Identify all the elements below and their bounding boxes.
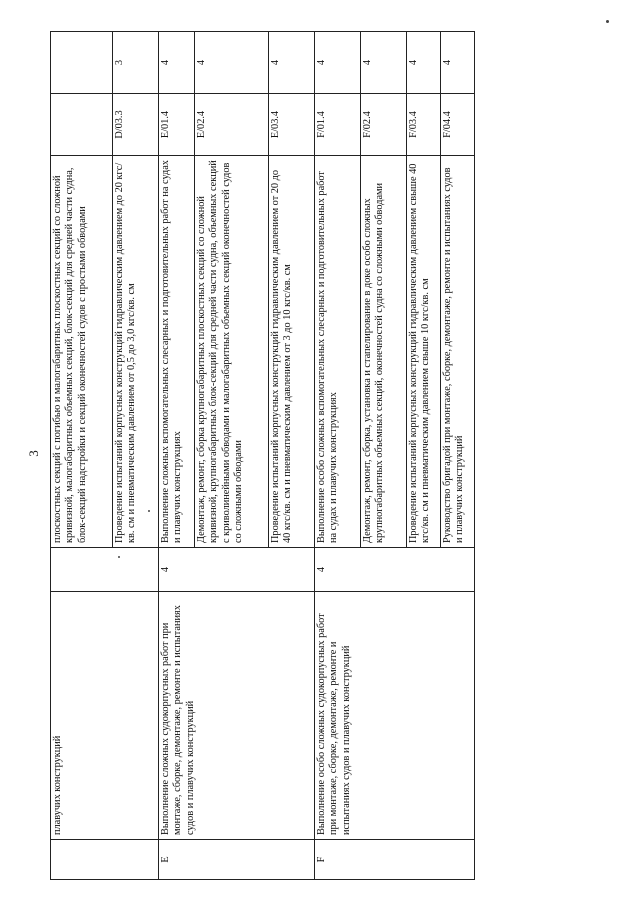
rotated-table-container (50, 25, 630, 880)
labor-function-code-cell: F/04.4 (441, 94, 475, 156)
labor-function-code-cell: F/01.4 (315, 94, 361, 156)
labor-function-level-cell: 4 (441, 32, 475, 94)
page-number: 3 (25, 450, 41, 457)
function-code-cell (51, 840, 159, 880)
labor-function-name-cell: Выполнение особо сложных вспомогательных слесарных и подготовительных работ на судах и плавучих конструкциях (315, 156, 361, 548)
labor-function-level-cell: 4 (361, 32, 407, 94)
labor-function-level-cell: 3 (113, 32, 159, 94)
labor-function-name-cell: Руководство бригадой при монтаже, сборке, демонтаже, ремонте и испытаниях судов и плавучих конструкций (441, 156, 475, 548)
labor-function-level-cell: 4 (195, 32, 269, 94)
qualification-table (50, 31, 475, 880)
table-row (315, 32, 361, 880)
table-body (51, 32, 475, 880)
labor-function-code-cell: E/02.4 (195, 94, 269, 156)
labor-function-name-cell: Проведение испытаний корпусных конструкций гидравлическим давлением от 20 до 40 кгс/кв. см и пневматическим давлением от 3 до 10 кгс/кв. см (269, 156, 315, 548)
labor-function-name-cell: Демонтаж, ремонт, сборка, установка и стапелирование в доке особо сложных крупногабаритных объемных секций, оконечностей судна со сложными обводами (361, 156, 407, 548)
labor-function-code-cell: D/03.3 (113, 94, 159, 156)
function-code-cell: E (159, 840, 315, 880)
table-row (51, 32, 113, 880)
qualification-level-cell: 4 (159, 548, 315, 592)
qualification-level-cell: 4 (315, 548, 475, 592)
labor-function-level-cell: 4 (315, 32, 361, 94)
labor-function-name-cell: Выполнение сложных вспомогательных слесарных и подготовительных работ на судах и плавучих конструкциях (159, 156, 195, 548)
table-row (159, 32, 195, 880)
labor-function-name-cell: Демонтаж, ремонт, сборка крупногабаритных плоскостных секций со сложной кривизной, крупногабаритных блок-секций для средней части судна, объемных секций с криволинейными обводами и малогабаритных объемных секций оконечностей судов со сложными обводами (195, 156, 269, 548)
function-name-cell: Выполнение сложных судокорпусных работ при монтаже, сборке, демонтаже, ремонте и испытаниях судов и плавучих конструкций (159, 592, 315, 840)
function-name-cell: плавучих конструкций (51, 592, 159, 840)
labor-function-code-cell: E/01.4 (159, 94, 195, 156)
labor-function-level-cell: 4 (269, 32, 315, 94)
function-code-cell: F (315, 840, 475, 880)
labor-function-code-cell: F/03.4 (407, 94, 441, 156)
labor-function-level-cell: 4 (407, 32, 441, 94)
labor-function-code-cell (51, 94, 113, 156)
labor-function-name-cell: Проведение испытаний корпусных конструкций гидравлическим давлением до 20 кгс/кв. см и пневматическим давлением от 0,5 до 3,0 кгс/кв. см (113, 156, 159, 548)
labor-function-level-cell (51, 32, 113, 94)
qualification-level-cell (51, 548, 159, 592)
labor-function-code-cell: F/02.4 (361, 94, 407, 156)
labor-function-name-cell: Проведение испытаний корпусных конструкций гидравлическим давлением свыше 40 кгс/кв. см и пневматическим давлением свыше 10 кгс/кв. см (407, 156, 441, 548)
document-page (50, 0, 630, 905)
labor-function-code-cell: E/03.4 (269, 94, 315, 156)
labor-function-level-cell: 4 (159, 32, 195, 94)
function-name-cell: Выполнение особо сложных судокорпусных работ при монтаже, сборке, демонтаже, ремонте и испытаниях судов и плавучих конструкций (315, 592, 475, 840)
labor-function-name-cell: плоскостных секций с погибью и малогабаритных плоскостных секций со сложной кривизной, малогабаритных объемных секций, блок-секций для средней части судна, блок-секций надстройки и секций оконечностей судов с простыми обводами (51, 156, 113, 548)
